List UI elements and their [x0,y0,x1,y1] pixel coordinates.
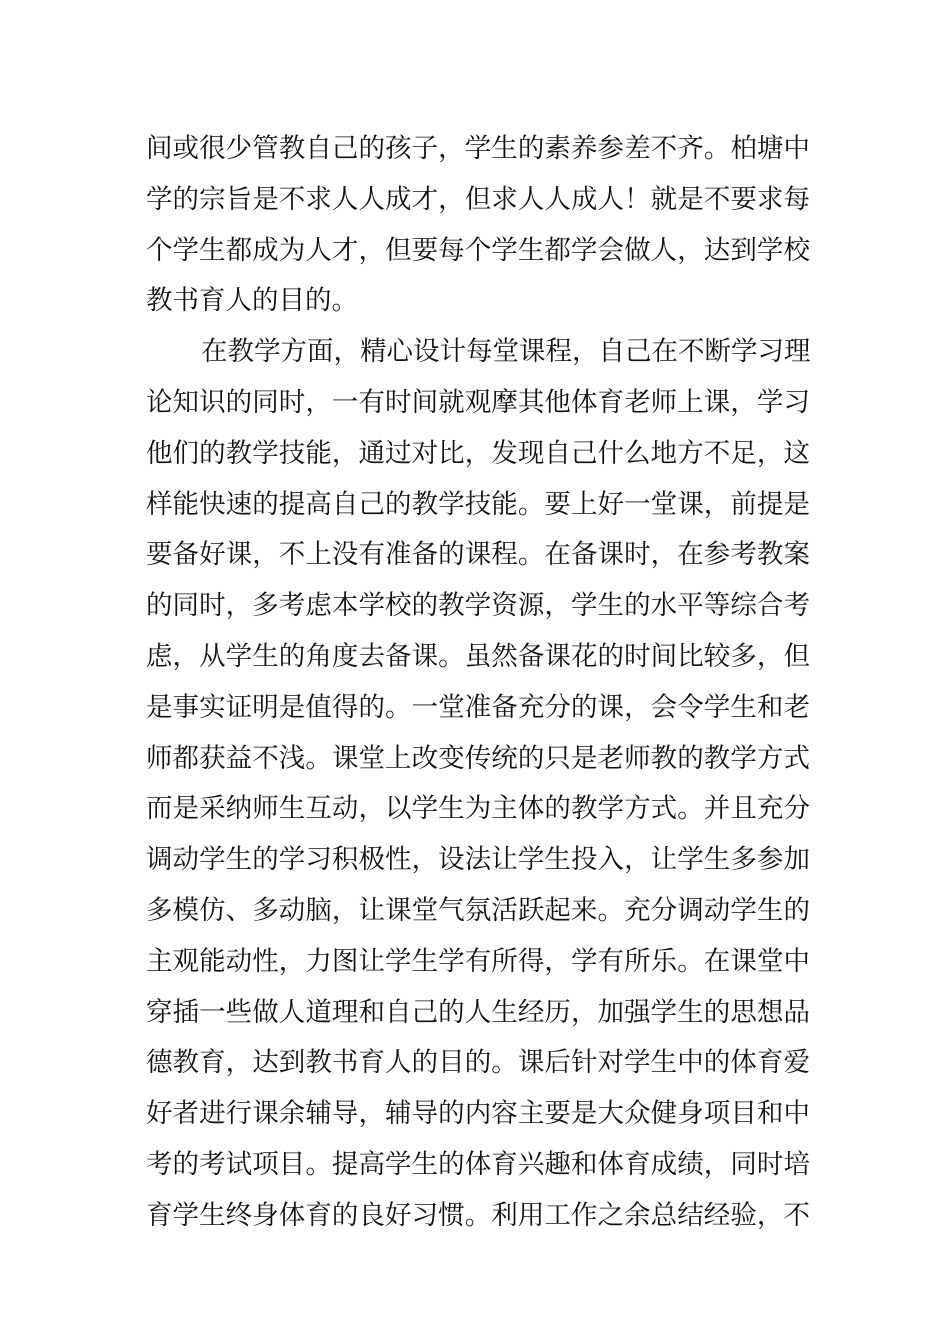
text-line-15: 调动学生的学习积极性，设法让学生投入，让学生多参加 [146,844,810,876]
text-line-16: 多模仿、多动脑，让课堂气氛活跃起来。充分调动学生的 [146,894,810,926]
text-line-20: 好者进行课余辅导，辅导的内容主要是大众健身项目和中 [146,1098,810,1130]
text-line-9: 要备好课，不上没有准备的课程。在备课时，在参考教案 [146,539,810,571]
text-line-19: 德教育，达到教书育人的目的。课后针对学生中的体育爱 [146,1047,810,1079]
text-line-2: 学的宗旨是不求人人成才，但求人人成人！就是不要求每 [146,183,810,215]
text-line-6: 论知识的同时，一有时间就观摩其他体育老师上课，学习 [146,386,810,418]
text-line-5: 在教学方面，精心设计每堂课程，自己在不断学习理 [201,336,810,368]
text-line-21: 考的考试项目。提高学生的体育兴趣和体育成绩，同时培 [146,1148,810,1180]
text-line-13: 师都获益不浅。课堂上改变传统的只是老师教的教学方式 [146,742,810,774]
text-line-4: 教书育人的目的。 [146,285,358,317]
text-line-10: 的同时，多考虑本学校的教学资源，学生的水平等综合考 [146,590,810,622]
text-line-22: 育学生终身体育的良好习惯。利用工作之余总结经验，不 [146,1199,810,1231]
text-line-11: 虑，从学生的角度去备课。虽然备课花的时间比较多，但 [146,640,810,672]
text-line-14: 而是采纳师生互动，以学生为主体的教学方式。并且充分 [146,793,810,825]
text-line-7: 他们的教学技能，通过对比，发现自己什么地方不足，这 [146,437,810,469]
text-line-17: 主观能动性，力图让学生学有所得，学有所乐。在课堂中 [146,945,810,977]
text-line-12: 是事实证明是值得的。一堂准备充分的课，会令学生和老 [146,691,810,723]
body-text [146,124,810,1242]
text-line-18: 穿插一些做人道理和自己的人生经历，加强学生的思想品 [146,996,810,1028]
text-line-8: 样能快速的提高自己的教学技能。要上好一堂课，前提是 [146,488,810,520]
text-line-1: 间或很少管教自己的孩子，学生的素养参差不齐。柏塘中 [146,133,810,164]
text-line-3: 个学生都成为人才，但要每个学生都学会做人，达到学校 [146,234,810,266]
